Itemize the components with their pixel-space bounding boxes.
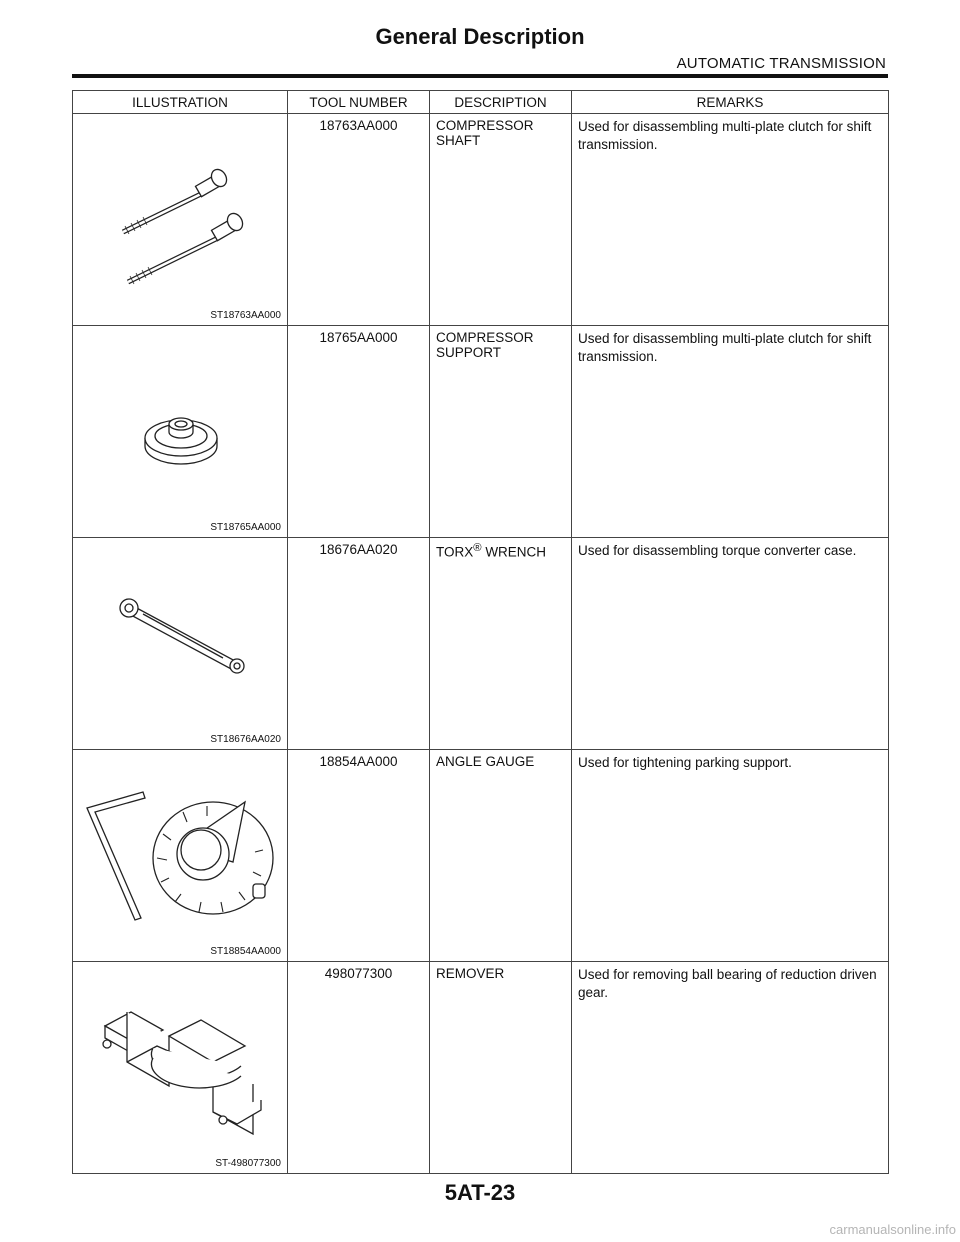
table-row [73, 962, 889, 1174]
tool-description: COMPRESSOR SUPPORT [430, 326, 572, 538]
tool-description: REMOVER [430, 962, 572, 1174]
special-tools-table [72, 90, 889, 1174]
illustration-cell [73, 750, 288, 962]
tool-remarks: Used for tightening parking support. [572, 750, 889, 962]
tool-description: ANGLE GAUGE [430, 750, 572, 962]
tool-remarks: Used for disassembling multi-plate clutch for shift transmission. [572, 114, 889, 326]
tool-number: 18765AA000 [288, 326, 430, 538]
compressor-support-illustration [73, 326, 287, 533]
compressor-shaft-illustration [73, 114, 287, 321]
tool-remarks: Used for disassembling multi-plate clutch for shift transmission. [572, 326, 889, 538]
section-name: AUTOMATIC TRANSMISSION [676, 55, 886, 72]
table-row [73, 114, 889, 326]
tool-remarks: Used for disassembling torque converter case. [572, 538, 889, 750]
table-row [73, 326, 889, 538]
tool-number: 18676AA020 [288, 538, 430, 750]
illustration-cell [73, 538, 288, 750]
angle-gauge-illustration [73, 750, 287, 957]
illustration-caption: ST18854AA000 [210, 946, 281, 957]
illustration-caption: ST-498077300 [215, 1158, 281, 1169]
table-header-row [73, 91, 889, 114]
illustration-cell [73, 326, 288, 538]
page-number: 5AT-23 [444, 1180, 516, 1205]
column-header-description: DESCRIPTION [430, 91, 572, 114]
illustration-caption: ST18676AA020 [210, 734, 281, 745]
torx-wrench-illustration [73, 538, 287, 745]
tool-description: TORX® WRENCH [430, 538, 572, 750]
page-title: General Description [375, 24, 585, 49]
tool-number: 18854AA000 [288, 750, 430, 962]
tool-number: 18763AA000 [288, 114, 430, 326]
table-row [73, 538, 889, 750]
watermark: carmanualsonline.info [829, 1222, 956, 1237]
header-rule [72, 74, 888, 78]
column-header-illustration: ILLUSTRATION [73, 91, 288, 114]
tool-number: 498077300 [288, 962, 430, 1174]
column-header-tool-number: TOOL NUMBER [288, 91, 430, 114]
tool-description: COMPRESSOR SHAFT [430, 114, 572, 326]
tool-remarks: Used for removing ball bearing of reduction driven gear. [572, 962, 889, 1174]
illustration-cell [73, 114, 288, 326]
illustration-cell [73, 962, 288, 1174]
illustration-caption: ST18765AA000 [210, 522, 281, 533]
column-header-remarks: REMARKS [572, 91, 889, 114]
remover-illustration [73, 962, 287, 1169]
table-row [73, 750, 889, 962]
illustration-caption: ST18763AA000 [210, 310, 281, 321]
